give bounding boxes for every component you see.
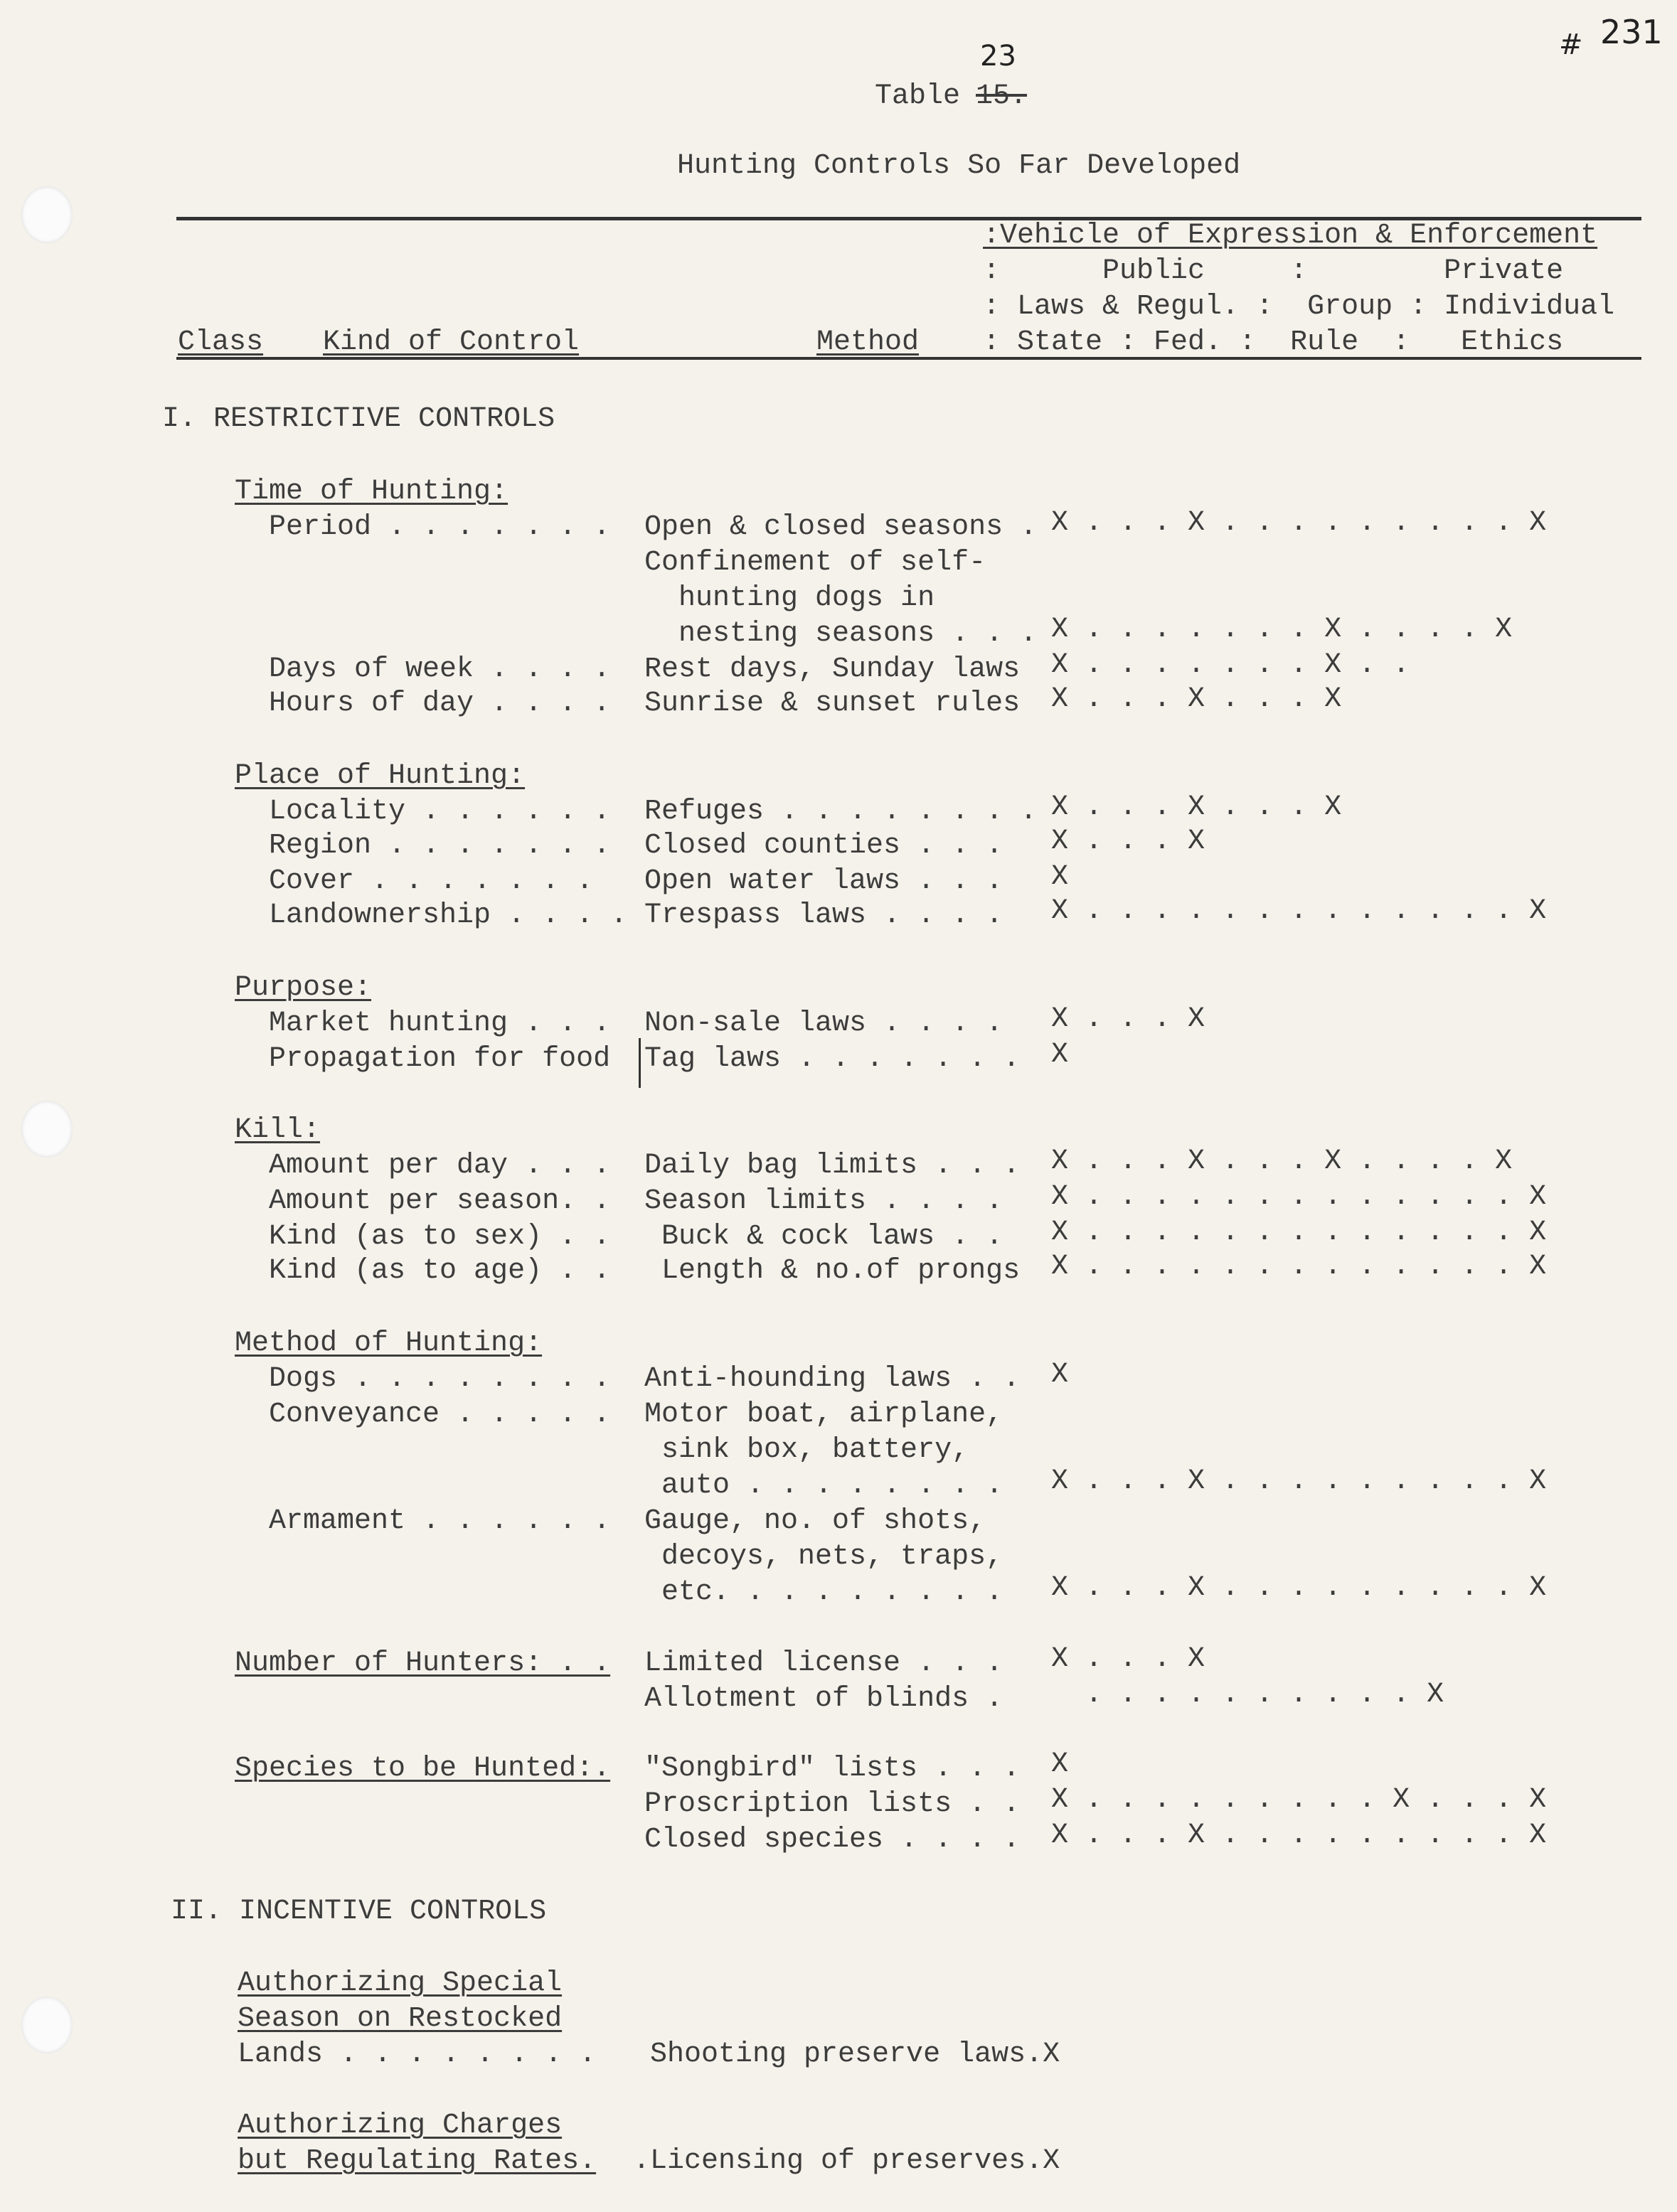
table-row-marks: X . . . . . . . X . . . . X: [1051, 614, 1513, 646]
table-row-marks: X . . . . . . . . . . . . . X: [1051, 895, 1547, 927]
table-row-marks: X . . . X . . . X . . . . X: [1051, 1145, 1513, 1177]
table-row-marks: X . . . X . . . . . . . . . X: [1051, 1572, 1547, 1604]
table-row-kind: but Regulating Rates.: [238, 2145, 597, 2177]
table-row-kind: Method of Hunting:: [235, 1327, 543, 1359]
header-kind-of-control: Kind of Control: [323, 326, 580, 358]
table-row-method: .Licensing of preserves.X: [633, 2145, 1060, 2177]
table-row-method: Shooting preserve laws.X: [650, 2039, 1060, 2071]
table-row-marks: X . . . . . . . . . . . . . X: [1051, 1217, 1547, 1249]
table-row-kind: Region . . . . . . .: [235, 830, 611, 862]
table-row-method: auto . . . . . . . .: [644, 1470, 1003, 1502]
table-row-method: etc. . . . . . . . .: [644, 1576, 1003, 1608]
table-row-marks: X . . . X . . . . . . . . . X: [1051, 1465, 1547, 1497]
section-incentive-controls: II. INCENTIVE CONTROLS: [171, 1896, 547, 1928]
table-row-kind: Species to be Hunted:.: [235, 1753, 611, 1785]
header-laws-group-individual: : Laws & Regul. : Group : Individual: [983, 291, 1615, 323]
table-title: Hunting Controls So Far Developed: [677, 150, 1241, 182]
table-row-kind: Kind (as to age) . .: [235, 1255, 611, 1287]
table-row-kind: Propagation for food: [235, 1043, 611, 1075]
table-row-method: Tag laws . . . . . . .: [644, 1043, 1021, 1075]
table-row-marks: X . . . . . . . . . X . . . X: [1051, 1784, 1547, 1816]
table-row-kind: Time of Hunting:: [235, 476, 509, 508]
table-row-method: Trespass laws . . . .: [644, 899, 1003, 931]
table-row-kind: Season on Restocked: [238, 2003, 563, 2035]
table-row-kind: Landownership . . . .: [235, 899, 628, 931]
table-row-method: Non-sale laws . . . .: [644, 1008, 1003, 1040]
table-row-method: Sunrise & sunset rules: [644, 688, 1021, 720]
table-row-marks: X . . . X: [1051, 1003, 1205, 1035]
table-row-method: Confinement of self-: [644, 547, 986, 579]
table-row-marks: X: [1051, 861, 1069, 893]
binder-hole-middle: [21, 1101, 73, 1158]
table-row-marks: X . . . X . . . X: [1051, 683, 1342, 715]
table-row-method: nesting seasons . . .: [644, 618, 1038, 650]
table-row-marks: X . . . X: [1051, 826, 1205, 857]
header-method: Method: [816, 326, 920, 358]
table-row-kind: Purpose:: [235, 972, 372, 1004]
table-row-kind: Lands . . . . . . . .: [238, 2039, 597, 2071]
table-row-kind: Locality . . . . . .: [235, 796, 611, 828]
table-row-marks: X . . . . . . . . . . . . . X: [1051, 1251, 1547, 1283]
table-row-marks: . . . . . . . . . . X: [1051, 1679, 1444, 1711]
header-vehicle: :Vehicle of Expression & Enforcement: [983, 220, 1598, 252]
table-row-marks: X . . . . . . . X . .: [1051, 649, 1410, 681]
table-row-method: Closed counties . . .: [644, 830, 1003, 862]
table-number-struck: 15.: [976, 80, 1028, 112]
table-row-marks: X . . . X . . . . . . . . . X: [1051, 507, 1547, 539]
table-row-marks: X . . . X . . . X: [1051, 791, 1342, 823]
table-row-kind: Days of week . . . .: [235, 653, 611, 685]
table-row-method: hunting dogs in: [644, 582, 935, 614]
table-row-method: Length & no.of prongs: [644, 1255, 1021, 1287]
table-row-marks: X: [1051, 1359, 1069, 1391]
table-row-method: Season limits . . . .: [644, 1185, 1003, 1217]
header-class: Class: [178, 326, 264, 358]
header-public-private: : Public : Private: [983, 255, 1564, 287]
table-row-method: Closed species . . . .: [644, 1824, 1021, 1856]
section-restrictive-controls: I. RESTRICTIVE CONTROLS: [162, 403, 555, 435]
table-row-marks: X . . . X: [1051, 1643, 1205, 1675]
table-row-kind: Hours of day . . . .: [235, 688, 611, 720]
table-row-marks: X . . . X . . . . . . . . . X: [1051, 1820, 1547, 1852]
header-state-fed-rule-ethics: : State : Fed. : Rule : Ethics: [983, 326, 1564, 358]
table-row-kind: Conveyance . . . . .: [235, 1399, 611, 1431]
table-row-method: Open & closed seasons .: [644, 511, 1038, 543]
table-row-method: Proscription lists . .: [644, 1788, 1021, 1820]
binder-hole-top: [21, 186, 73, 243]
page-number-annotation: 231: [1600, 13, 1663, 51]
table-row-method: Motor boat, airplane,: [644, 1399, 1003, 1431]
table-row-kind: Kind (as to sex) . .: [235, 1221, 611, 1253]
table-row-marks: X: [1051, 1748, 1069, 1780]
table-row-method: Buck & cock laws . .: [644, 1221, 1003, 1253]
table-row-kind: Place of Hunting:: [235, 760, 526, 792]
page-number-prefix: #: [1559, 28, 1583, 61]
table-row-method: Refuges . . . . . . . .: [644, 796, 1038, 828]
table-row-method: Anti-hounding laws . .: [644, 1363, 1021, 1395]
table-row-kind: Cover . . . . . . .: [235, 865, 594, 897]
table-row-method: Daily bag limits . . .: [644, 1150, 1021, 1182]
table-row-method: Rest days, Sunday laws: [644, 653, 1021, 685]
table-row-kind: Period . . . . . . .: [235, 511, 611, 543]
table-row-kind: Market hunting . . .: [235, 1008, 611, 1040]
table-row-kind: Amount per day . . .: [235, 1150, 611, 1182]
table-row-kind: Armament . . . . . .: [235, 1505, 611, 1537]
table-label: Table: [875, 80, 961, 112]
table-row-kind: Kill:: [235, 1114, 321, 1146]
table-number-handwritten: 23: [980, 40, 1016, 73]
table-row-kind: Amount per season. .: [235, 1185, 611, 1217]
table-row-method: Open water laws . . .: [644, 865, 1003, 897]
column-divider-mark: [639, 1038, 641, 1088]
table-row-kind: Number of Hunters: . .: [235, 1647, 611, 1679]
table-row-marks: X . . . . . . . . . . . . . X: [1051, 1181, 1547, 1213]
table-row-kind: Authorizing Charges: [238, 2110, 563, 2142]
table-row-method: sink box, battery,: [644, 1434, 969, 1466]
table-row-marks: X: [1051, 1039, 1069, 1071]
table-row-method: decoys, nets, traps,: [644, 1541, 1003, 1573]
table-row-method: Limited license . . .: [644, 1647, 1003, 1679]
table-row-kind: Dogs . . . . . . . .: [235, 1363, 611, 1395]
table-row-method: Gauge, no. of shots,: [644, 1505, 986, 1537]
table-row-kind: Authorizing Special: [238, 1967, 563, 1999]
table-row-method: "Songbird" lists . . .: [644, 1753, 1021, 1785]
binder-hole-bottom: [21, 1997, 73, 2053]
table-row-method: Allotment of blinds .: [644, 1683, 1003, 1715]
